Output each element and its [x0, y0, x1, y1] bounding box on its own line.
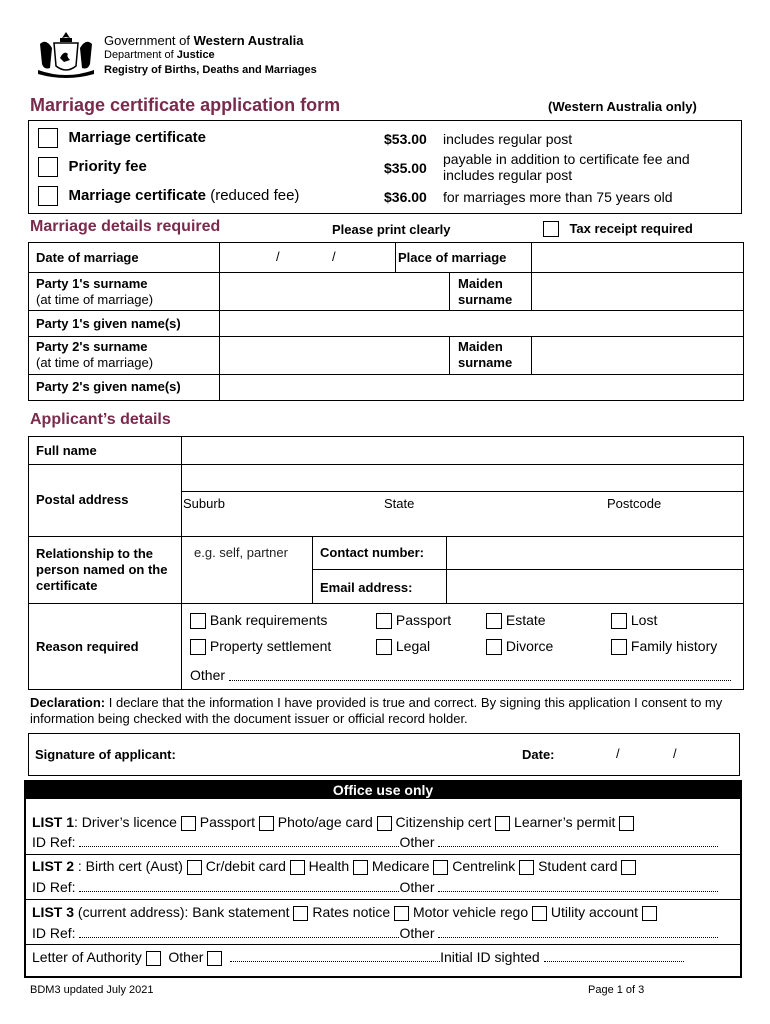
fee-row-marriage-certificate: Marriage certificate: [38, 128, 738, 148]
fee-price-2: $35.00: [384, 160, 427, 176]
party2-maiden-label: Maiden surname: [458, 339, 513, 370]
party1-surname-field[interactable]: [220, 273, 449, 310]
state-label: State: [384, 496, 415, 511]
list1-idref-field[interactable]: [79, 846, 399, 847]
office-use-title: Office use only: [26, 782, 740, 799]
reason-family-history[interactable]: Family history: [611, 638, 717, 655]
authority-row: Letter of Authority Other Initial ID sighted: [32, 949, 684, 966]
checkbox-birth-cert[interactable]: [187, 860, 202, 875]
list3-idref-row: ID Ref: Other: [32, 925, 718, 941]
date-slash-1: /: [276, 249, 280, 264]
email-label: Email address:: [320, 580, 413, 595]
tax-receipt-row: Tax receipt required: [543, 220, 693, 238]
reason-bank[interactable]: Bank requirements: [190, 612, 327, 629]
list3-row: LIST 3 (current address): Bank statement Rates notice Motor vehicle rego Utility account: [32, 904, 657, 921]
checkbox-estate[interactable]: [486, 613, 502, 629]
contact-number-field[interactable]: [447, 537, 743, 569]
party1-maiden-label: Maiden surname: [458, 276, 513, 307]
fee-price-3: $36.00: [384, 189, 427, 205]
reason-label: Reason required: [36, 639, 139, 654]
list2-other-field[interactable]: [438, 891, 718, 892]
checkbox-vehicle-rego[interactable]: [532, 906, 547, 921]
signature-field[interactable]: [210, 737, 510, 771]
checkbox-centrelink[interactable]: [519, 860, 534, 875]
declaration-text: Declaration: I declare that the information I have provided is true and correct. By signing this application I consent to my information being checked with the document issuer or official record holder.: [30, 695, 723, 726]
fee-desc-1: includes regular post: [443, 131, 573, 147]
place-of-marriage-field[interactable]: [532, 243, 743, 271]
region-note: (Western Australia only): [548, 99, 697, 114]
contact-number-label: Contact number:: [320, 545, 424, 560]
date-slash-2: /: [332, 249, 336, 264]
checkbox-reduced-fee[interactable]: [38, 186, 58, 206]
checkbox-letter-of-authority[interactable]: [146, 951, 161, 966]
office-other-field[interactable]: [230, 961, 440, 962]
form-title: Marriage certificate application form: [30, 95, 341, 115]
party2-surname-label: Party 2's surname (at time of marriage): [36, 339, 154, 370]
list3-other-field[interactable]: [438, 937, 718, 938]
checkbox-drivers-licence[interactable]: [181, 816, 196, 831]
checkbox-learners-permit[interactable]: [619, 816, 634, 831]
checkbox-passport[interactable]: [376, 613, 392, 629]
email-field[interactable]: [447, 570, 743, 603]
reason-estate[interactable]: Estate: [486, 612, 546, 629]
list1-row: LIST 1: Driver’s licence Passport Photo/age card Citizenship cert Learner’s permit: [32, 814, 634, 831]
relationship-example: e.g. self, partner: [194, 545, 288, 560]
reason-legal[interactable]: Legal: [376, 638, 430, 655]
gov-header: Government of Western Australia Department of Justice Registry of Births, Deaths and Marriages: [104, 33, 317, 76]
reason-passport[interactable]: Passport: [376, 612, 451, 629]
footer-page-number: Page 1 of 3: [588, 984, 645, 996]
footer-version: BDM3 updated July 2021: [30, 984, 154, 996]
fee-desc-2: payable in addition to certificate fee and includes regular post: [443, 151, 690, 183]
full-name-label: Full name: [36, 443, 97, 458]
place-of-marriage-label: Place of marriage: [398, 250, 507, 265]
checkbox-bank-statement[interactable]: [293, 906, 308, 921]
list2-idref-field[interactable]: [79, 891, 399, 892]
checkbox-lost[interactable]: [611, 613, 627, 629]
party1-given-label: Party 1's given name(s): [36, 316, 181, 331]
initial-id-field[interactable]: [544, 961, 684, 962]
reason-lost[interactable]: Lost: [611, 612, 657, 629]
list2-row: LIST 2 : Birth cert (Aust) Cr/debit card Health Medicare Centrelink Student card: [32, 858, 636, 875]
fee-row-reduced: Marriage certificate (reduced fee): [38, 186, 299, 206]
wa-crest-logo: [30, 28, 102, 78]
checkbox-tax-receipt[interactable]: [543, 221, 559, 237]
list2-idref-row: ID Ref: Other: [32, 879, 718, 895]
fee-row-priority: Priority fee: [38, 157, 147, 177]
checkbox-utility-account[interactable]: [642, 906, 657, 921]
reason-other-field[interactable]: [229, 680, 731, 681]
party2-given-field[interactable]: [220, 375, 743, 400]
list1-idref-row: ID Ref: Other: [32, 834, 718, 850]
fee-price-1: $53.00: [384, 131, 427, 147]
checkbox-legal[interactable]: [376, 639, 392, 655]
sig-date-slash-2: /: [673, 746, 677, 761]
checkbox-priority-fee[interactable]: [38, 157, 58, 177]
signature-label: Signature of applicant:: [35, 747, 176, 762]
fee-desc-3: for marriages more than 75 years old: [443, 189, 673, 205]
checkbox-divorce[interactable]: [486, 639, 502, 655]
reason-other-label: Other: [190, 667, 226, 683]
date-of-marriage-label: Date of marriage: [36, 250, 139, 265]
party1-maiden-field[interactable]: [532, 273, 743, 310]
reason-divorce[interactable]: Divorce: [486, 638, 553, 655]
list3-idref-field[interactable]: [79, 937, 399, 938]
checkbox-property[interactable]: [190, 639, 206, 655]
checkbox-health[interactable]: [353, 860, 368, 875]
party1-given-field[interactable]: [220, 311, 743, 336]
checkbox-student-card[interactable]: [621, 860, 636, 875]
full-name-field[interactable]: [182, 437, 743, 464]
applicant-heading: Applicant’s details: [30, 411, 171, 428]
checkbox-office-other[interactable]: [207, 951, 222, 966]
sig-date-slash-1: /: [616, 746, 620, 761]
suburb-label: Suburb: [183, 496, 225, 511]
print-clearly-note: Please print clearly: [332, 222, 451, 237]
party2-maiden-field[interactable]: [532, 337, 743, 374]
marriage-heading: Marriage details required: [30, 218, 221, 235]
party1-surname-label: Party 1's surname (at time of marriage): [36, 276, 154, 307]
checkbox-family-history[interactable]: [611, 639, 627, 655]
checkbox-photo-age-card[interactable]: [377, 816, 392, 831]
party2-given-label: Party 2's given name(s): [36, 379, 181, 394]
postal-address-label: Postal address: [36, 492, 129, 507]
relationship-label: Relationship to the person named on the certificate: [36, 546, 168, 593]
checkbox-bank[interactable]: [190, 613, 206, 629]
checkbox-medicare[interactable]: [433, 860, 448, 875]
signature-date-label: Date:: [522, 747, 555, 762]
postcode-label: Postcode: [607, 496, 662, 511]
checkbox-rates-notice[interactable]: [394, 906, 409, 921]
checkbox-list1-passport[interactable]: [259, 816, 274, 831]
postal-address-field[interactable]: [182, 465, 743, 491]
party2-surname-field[interactable]: [220, 337, 449, 374]
list1-other-field[interactable]: [438, 846, 718, 847]
checkbox-debit-card[interactable]: [290, 860, 305, 875]
reason-property[interactable]: Property settlement: [190, 638, 331, 655]
checkbox-marriage-certificate[interactable]: [38, 128, 58, 148]
checkbox-citizenship-cert[interactable]: [495, 816, 510, 831]
